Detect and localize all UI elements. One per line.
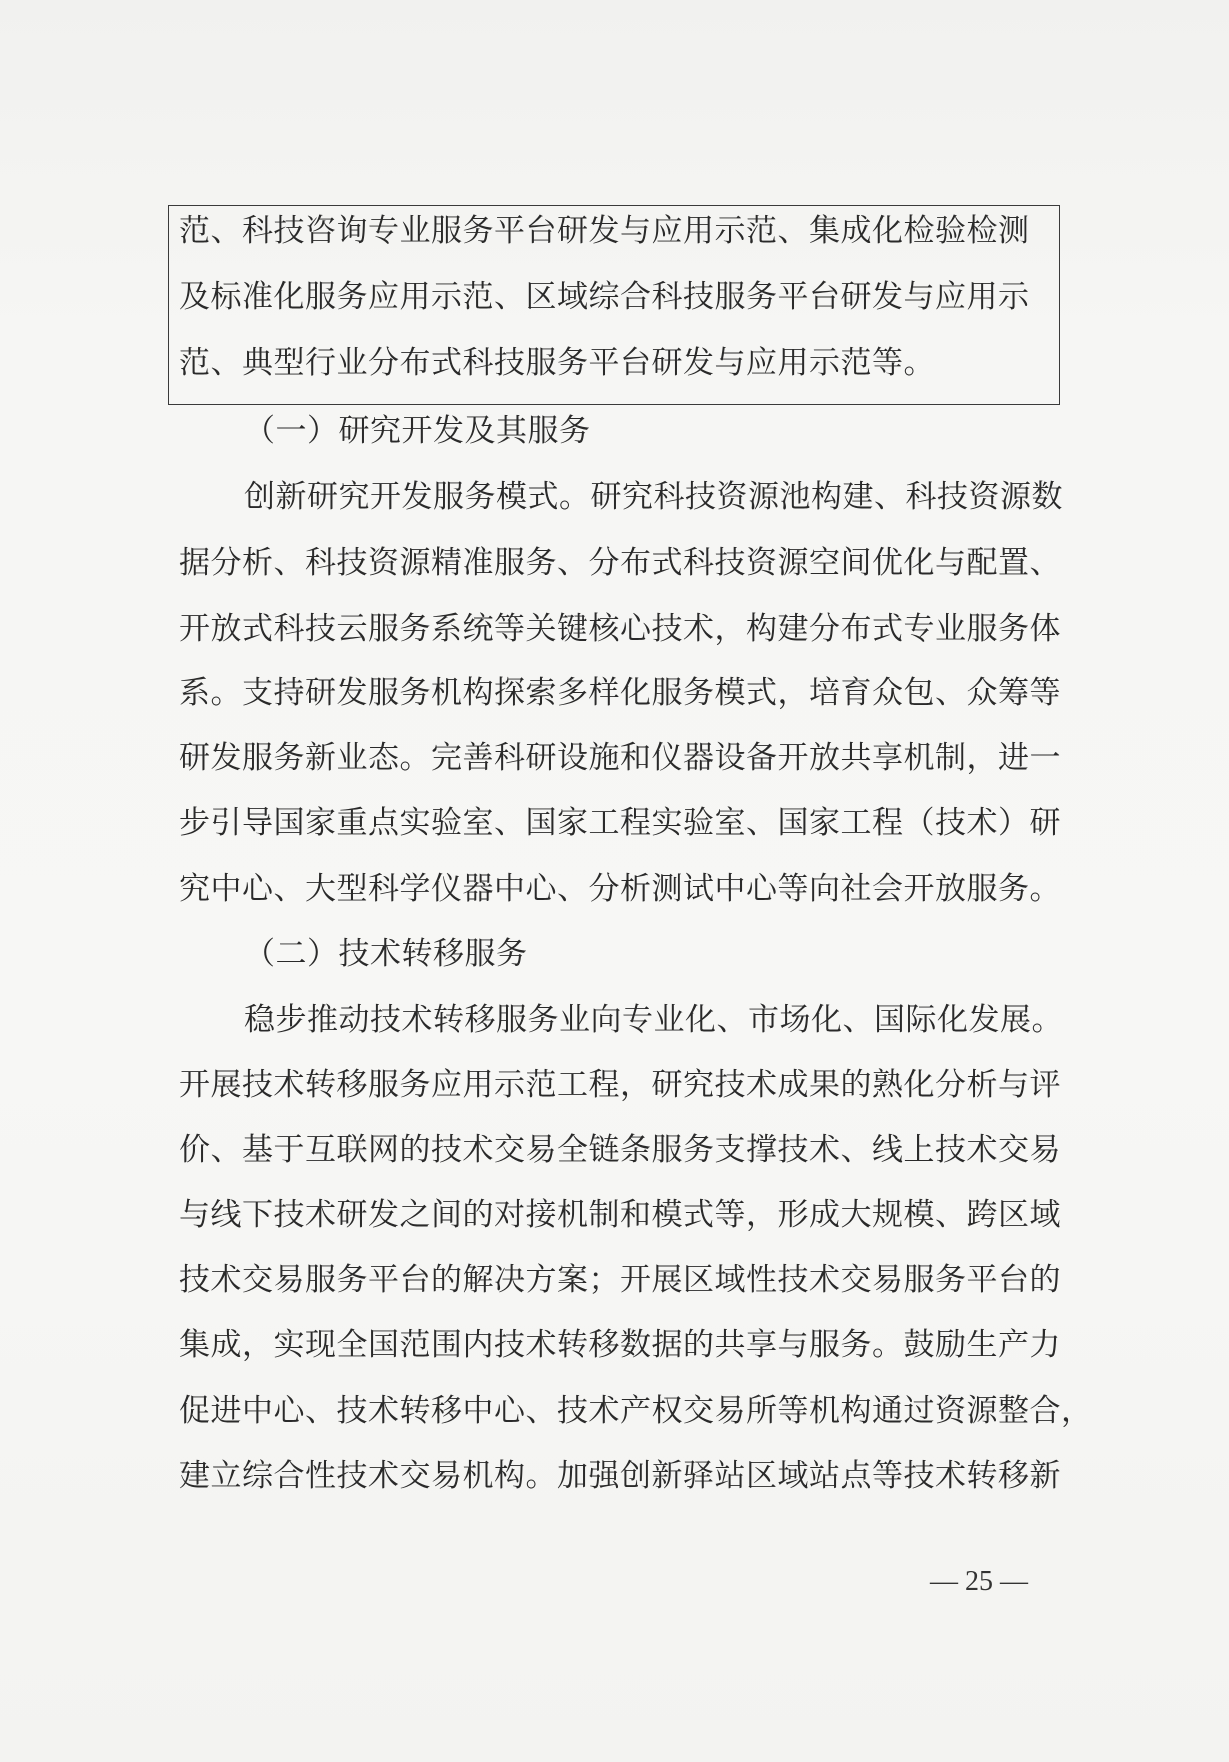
paragraph-line: 据分析、科技资源精准服务、分布式科技资源空间优化与配置、	[179, 545, 1061, 581]
paragraph-line: 集成，实现全国范围内技术转移数据的共享与服务。鼓励生产力	[179, 1327, 1061, 1363]
paragraph-line: 研发服务新业态。完善科研设施和仪器设备开放共享机制，进一	[179, 740, 1061, 776]
box-line-1: 范、科技咨询专业服务平台研发与应用示范、集成化检验检测	[179, 213, 1030, 249]
paragraph-line: 稳步推动技术转移服务业向专业化、市场化、国际化发展。	[244, 1002, 1063, 1038]
box-line-2: 及标准化服务应用示范、区域综合科技服务平台研发与应用示	[179, 279, 1030, 315]
paragraph-line: 系。支持研发服务机构探索多样化服务模式，培育众包、众筹等	[179, 675, 1061, 711]
paragraph-line: 价、基于互联网的技术交易全链条服务支撑技术、线上技术交易	[179, 1132, 1061, 1168]
paragraph-line: 建立综合性技术交易机构。加强创新驿站区域站点等技术转移新	[179, 1458, 1061, 1494]
page-number: — 25 —	[930, 1566, 1028, 1597]
paragraph-line: 技术交易服务平台的解决方案；开展区域性技术交易服务平台的	[179, 1262, 1061, 1298]
paragraph-line: 步引导国家重点实验室、国家工程实验室、国家工程（技术）研	[179, 805, 1061, 841]
section-heading-2: （二）技术转移服务	[244, 936, 528, 972]
paragraph-line: 创新研究开发服务模式。研究科技资源池构建、科技资源数	[244, 479, 1063, 515]
paragraph-line: 开展技术转移服务应用示范工程，研究技术成果的熟化分析与评	[179, 1067, 1061, 1103]
paragraph-line: 开放式科技云服务系统等关键核心技术，构建分布式专业服务体	[179, 611, 1061, 647]
paragraph-line: 促进中心、技术转移中心、技术产权交易所等机构通过资源整合，	[179, 1393, 1093, 1429]
box-line-3: 范、典型行业分布式科技服务平台研发与应用示范等。	[179, 345, 935, 381]
paragraph-line: 与线下技术研发之间的对接机制和模式等，形成大规模、跨区域	[179, 1197, 1061, 1233]
section-heading-1: （一）研究开发及其服务	[244, 413, 591, 449]
paragraph-line: 究中心、大型科学仪器中心、分析测试中心等向社会开放服务。	[179, 871, 1061, 907]
